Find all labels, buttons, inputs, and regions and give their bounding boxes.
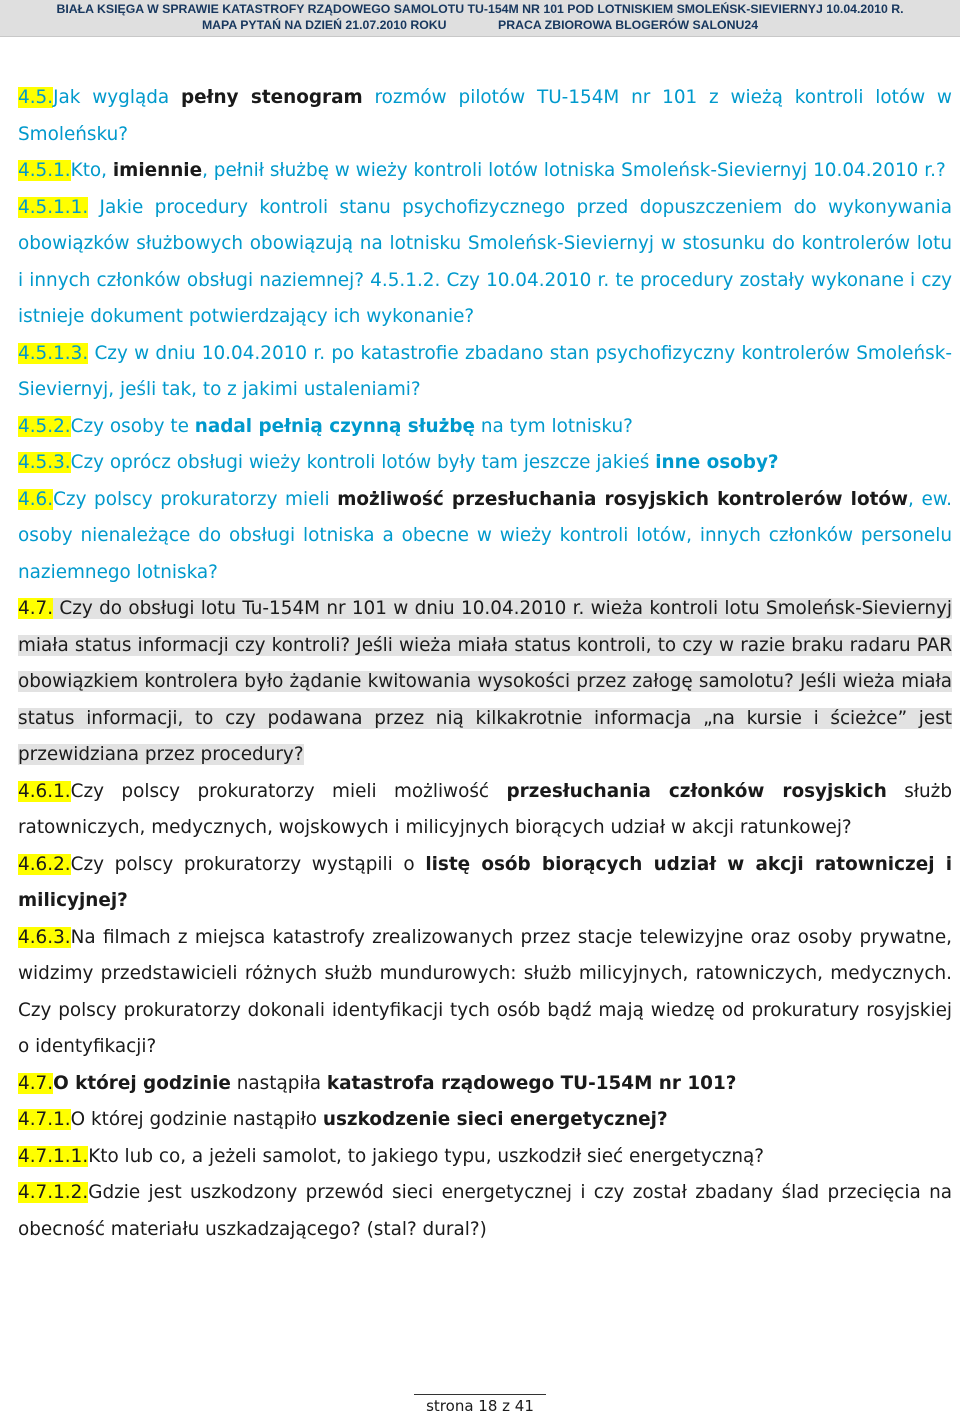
item-number: 4.6.1. xyxy=(18,780,71,802)
item-number: 4.5.1.1. xyxy=(18,196,89,218)
question-4-6-1 xyxy=(18,774,952,847)
item-text: Jakie procedury kontroli stanu psychofizycznego przed dopuszczeniem do wykonywania obowiązków służbowych obowiązują na lotnisku Smoleńsk-Sieviernyj w stosunku do kontrolerów lotu i innych członków obsługi naziemnej? xyxy=(18,196,952,291)
item-number: 4.5.1. xyxy=(18,160,71,181)
document-body xyxy=(18,80,952,1248)
item-text: Czy osoby te xyxy=(70,415,195,437)
item-text: O której godzinie nastąpiło xyxy=(70,1109,323,1130)
question-4-5 xyxy=(18,80,952,153)
item-emphasis: inne osoby? xyxy=(655,452,779,473)
item-emphasis: O której godzinie xyxy=(53,1072,231,1094)
item-text: , ew. osoby nienależące do obsługi lotniska a obecne w wieży kontroli lotów, innych członków personelu naziemnego lotniska? xyxy=(18,488,952,583)
item-number: 4.7.1.1. xyxy=(18,1145,89,1167)
item-text: Czy do obsługi lotu Tu-154M nr 101 w dniu 10.04.2010 r. wieża kontroli lotu Smoleńsk-Sieviernyj miała status informacji czy kontroli? Jeśli wieża miała status kontroli, to czy w razie braku radaru PAR obowiązkiem kontrolera było żądanie kwitowania wysokości przez załogę samolotu? Jeśli wieża miała status informacji, to czy podawana przez nią kilkakrotnie informacja „na kursie i ścieżce” jest przewidziana przez procedury? xyxy=(18,598,952,765)
item-text: Czy oprócz obsługi wieży kontroli lotów były tam jeszcze jakieś xyxy=(70,452,656,473)
question-4-7-1 xyxy=(18,1102,952,1139)
item-text: Gdzie jest uszkodzony przewód sieci energetycznej i czy został zbadany ślad przecięcia na obecność materiału uszkadzającego? (stal? dural?) xyxy=(18,1182,952,1240)
header-date: MAPA PYTAŃ NA DZIEŃ 21.07.2010 ROKU xyxy=(201,18,447,32)
item-number: 4.7. xyxy=(18,598,54,619)
item-text: , pełnił służbę w wieży kontroli lotów lotniska Smoleńsk-Sieviernyj 10.04.2010 r.? xyxy=(202,160,946,181)
item-emphasis: listę osób biorących udział w akcji ratowniczej i milicyjnej? xyxy=(18,853,952,911)
item-text: Czy polscy prokuratorzy mieli możliwość xyxy=(70,780,507,802)
item-number: 4.5.2. xyxy=(18,415,71,437)
item-number: 4.7. xyxy=(18,1072,54,1094)
question-4-7-status xyxy=(18,591,952,774)
item-emphasis: uszkodzenie sieci energetycznej? xyxy=(322,1109,668,1130)
item-emphasis: możliwość przesłuchania rosyjskich kontrolerów lotów xyxy=(337,488,909,510)
page-footer xyxy=(0,1394,960,1415)
item-emphasis: imiennie xyxy=(112,160,203,181)
question-4-5-1-3 xyxy=(18,336,952,409)
question-4-5-1 xyxy=(18,153,952,190)
item-number: 4.5.3. xyxy=(18,452,71,473)
question-4-7 xyxy=(18,1066,952,1103)
page-number: strona 18 z 41 xyxy=(414,1394,546,1415)
header-subtitle xyxy=(0,17,960,34)
item-emphasis: pełny stenogram xyxy=(180,87,363,108)
item-number: 4.5. xyxy=(18,87,54,108)
item-emphasis: nadal pełnią czynną służbę xyxy=(194,415,475,437)
item-text: Czy w dniu 10.04.2010 r. po katastrofie zbadano stan psychofizyczny kontrolerów Smoleńsk-Sieviernyj, jeśli tak, to z jakimi ustaleniami? xyxy=(18,342,952,400)
item-number: 4.7.1. xyxy=(18,1109,71,1130)
document-header xyxy=(0,0,960,37)
question-4-5-2 xyxy=(18,409,952,446)
item-text: Czy polscy prokuratorzy wystąpili o xyxy=(70,853,426,875)
item-text: Czy 10.04.2010 r. te procedury zostały wykonane i czy istnieje dokument potwierdzający ich wykonanie? xyxy=(18,269,952,327)
item-text: rozmów pilotów TU-154M nr 101 z wieżą kontroli lotów w Smoleńsku? xyxy=(18,87,952,145)
question-4-7-1-2 xyxy=(18,1175,952,1248)
item-text: służb ratowniczych, medycznych, wojskowych i milicyjnych biorących udział w akcji ratunkowej? xyxy=(18,780,952,838)
item-number: 4.7.1.2. xyxy=(18,1182,89,1203)
item-text: Jak wygląda xyxy=(53,87,181,108)
item-text: Czy polscy prokuratorzy mieli xyxy=(53,488,338,510)
item-text: Kto lub co, a jeżeli samolot, to jakiego typu, uszkodził sieć energetyczną? xyxy=(88,1145,765,1167)
item-text: Na filmach z miejsca katastrofy zrealizowanych przez stacje telewizyjne oraz osoby prywatne, widzimy przedstawicieli różnych służb mundurowych: służb milicyjnych, ratowniczych, medycznych. Czy polscy prokuratorzy dokonali identyfikacji tych osób bądź mają wiedzę od prokuratury rosyjskiej o identyfikacji? xyxy=(18,926,952,1057)
item-number: 4.6.2. xyxy=(18,853,71,875)
question-4-6 xyxy=(18,482,952,592)
item-number: 4.6. xyxy=(18,488,54,510)
item-text: na tym lotnisku? xyxy=(475,415,633,437)
item-emphasis: katastrofa rządowego TU-154M nr 101? xyxy=(326,1072,737,1094)
question-4-6-3 xyxy=(18,920,952,1066)
item-number: 4.6.3. xyxy=(18,926,71,948)
item-emphasis: przesłuchania członków rosyjskich xyxy=(506,780,887,802)
item-text: Kto, xyxy=(70,160,113,181)
question-4-7-1-1 xyxy=(18,1139,952,1176)
question-4-5-3 xyxy=(18,445,952,482)
item-number: 4.5.1.2. xyxy=(370,269,441,291)
header-title: BIAŁA KSIĘGA W SPRAWIE KATASTROFY RZĄDOWEGO SAMOLOTU TU-154M NR 101 POD LOTNISKIEM SMOLEŃSK-SIEVIERNYJ 10.04.2010 R. xyxy=(56,2,904,16)
question-4-6-2 xyxy=(18,847,952,920)
item-text: nastąpiła xyxy=(230,1072,327,1094)
item-number: 4.5.1.3. xyxy=(18,342,89,364)
question-4-5-1-1 xyxy=(18,190,952,336)
header-authors: PRACA ZBIOROWA BLOGERÓW SALONU24 xyxy=(498,18,759,32)
